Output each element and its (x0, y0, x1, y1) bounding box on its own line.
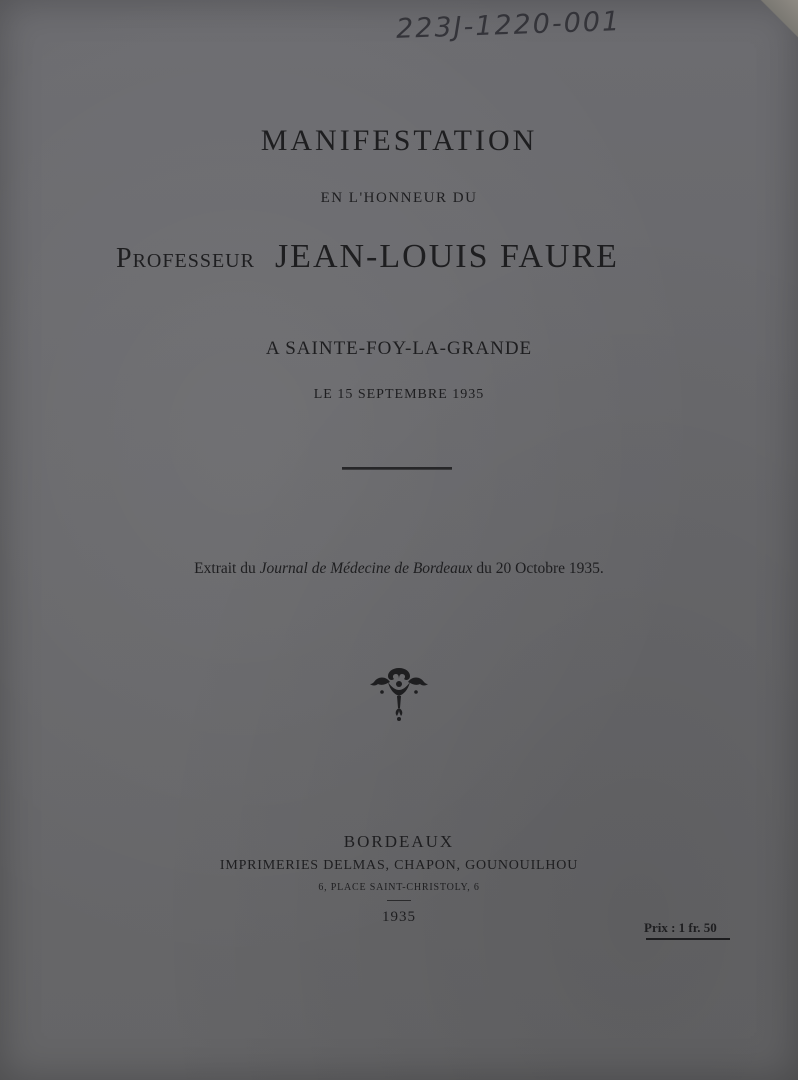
fleuron-ornament-icon (366, 662, 432, 722)
imprint-city: BORDEAUX (343, 832, 455, 851)
imprint-divider (387, 900, 411, 901)
imprint-address: 6, PLACE SAINT-CHRISTOLY, 6 (318, 882, 480, 893)
corner-fold (760, 0, 798, 38)
professor-line (116, 238, 619, 276)
price-label: Prix : 1 fr. 50 (644, 920, 717, 935)
journal-title: Journal de Médecine de Bordeaux (259, 560, 473, 577)
professor-label: Professeur (116, 243, 255, 274)
imprint-year: 1935 (382, 909, 416, 925)
extract-note (0, 560, 798, 578)
event-place: A SAINTE-FOY-LA-GRANDE (265, 338, 533, 359)
event-date: LE 15 SEPTEMBRE 1935 (313, 387, 485, 402)
extract-suffix: du 20 Octobre 1935. (476, 560, 604, 577)
professor-name: JEAN-LOUIS FAURE (274, 238, 619, 275)
price-underline (646, 938, 730, 940)
cover-subtitle: EN L'HONNEUR DU (320, 190, 478, 206)
cover-title: MANIFESTATION (260, 124, 538, 157)
decorative-rule (342, 467, 452, 470)
handwritten-catalog-number: 223J-1220-001 (395, 6, 622, 45)
extract-prefix: Extrait du (194, 560, 256, 577)
imprint-printer: IMPRIMERIES DELMAS, CHAPON, GOUNOUILHOU (219, 858, 579, 873)
